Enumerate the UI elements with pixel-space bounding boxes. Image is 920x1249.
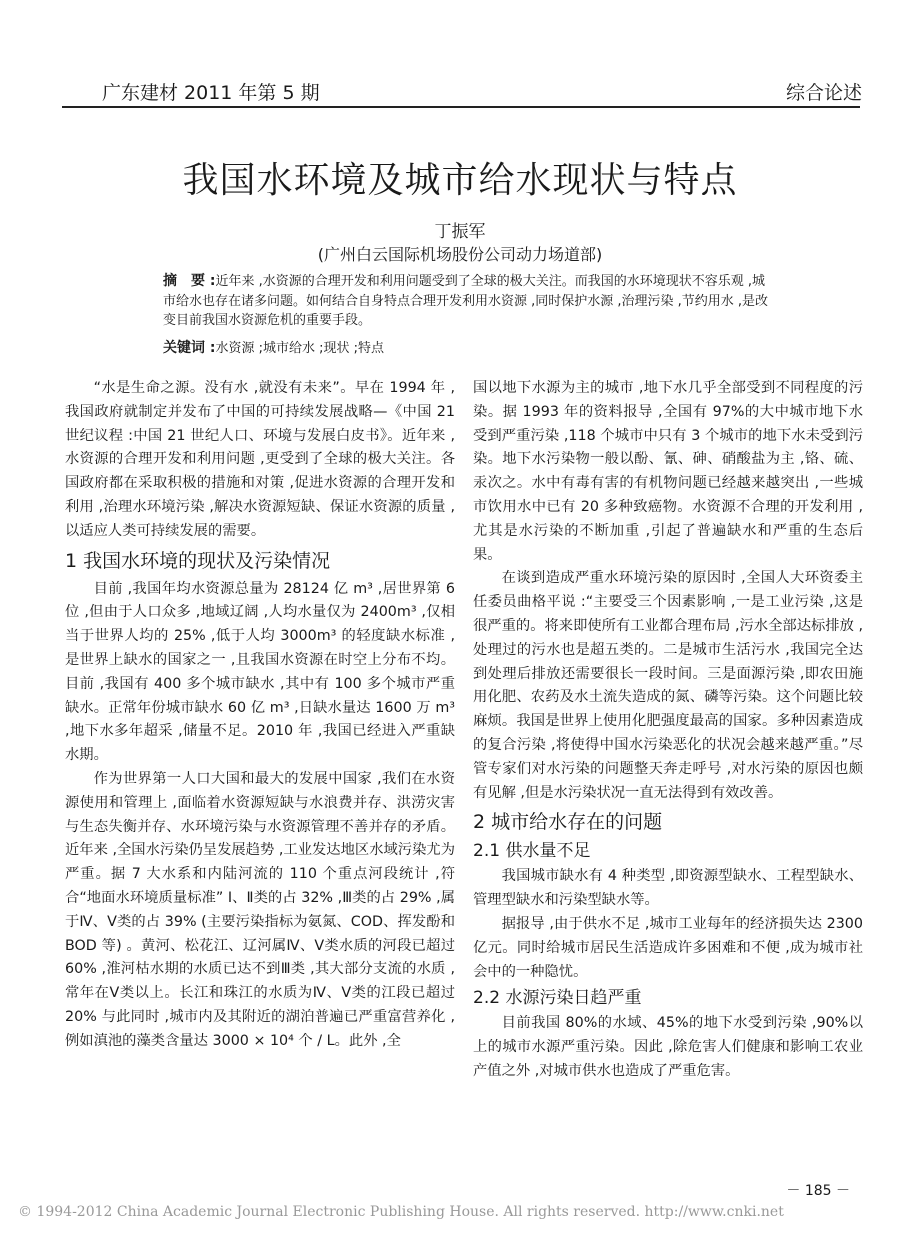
abstract-label: 摘 要 : bbox=[163, 273, 216, 289]
author-name: 丁振军 bbox=[434, 222, 486, 242]
paragraph: 在谈到造成严重水环境污染的原因时 ,全国人大环资委主任委员曲格平说 :“主要受三个因素影响 ,一是工业污染 ,这是很严重的。将来即使所有工业都合理布局 ,污水全部达标排放 ,处理过的污水也是超五类的。二是城市生活污水 ,我国完全达到处理后排放还需要很长一段时间。三是面源污染 ,即农田施用化肥、农药及水土流失造成的氮、磷等污染。这个问题比较麻烦。我国是世界上使用化肥强度最高的国家。多种因素造成的复合污染 ,将使得中国水污染恶化的状况会越来越严重。”尽管专家们对水污染的问题整天奔走呼号 ,对水污染的原因也颇有见解 ,但是水污染状况一直无法得到有效改善。 bbox=[473, 570, 863, 801]
copyright-footer: © 1994-2012 China Academic Journal Electronic Publishing House. All rights reserved. http://www.cnki.net bbox=[18, 1204, 784, 1220]
subsection-heading: 2.1 供水量不足 bbox=[473, 841, 591, 862]
paragraph: 我国城市缺水有 4 种类型 ,即资源型缺水、工程型缺水、管理型缺水和污染型缺水等。 bbox=[473, 868, 863, 909]
journal-name: 广东建材 2011 年第 5 期 bbox=[102, 82, 320, 104]
section-heading: 1 我国水环境的现状及污染情况 bbox=[65, 549, 331, 572]
keywords bbox=[163, 339, 775, 358]
keywords-text: 水资源 ;城市给水 ;现状 ;特点 bbox=[215, 341, 385, 356]
paragraph: 据报导 ,由于供水不足 ,城市工业每年的经济损失达 2300 亿元。同时给城市居民生活造成许多困难和不便 ,成为城市社会中的一种隐忧。 bbox=[473, 915, 863, 980]
author-affiliation: (广州白云国际机场股份公司动力场道部) bbox=[317, 245, 603, 264]
subsection-heading: 2.2 水源污染日趋严重 bbox=[473, 988, 642, 1009]
keywords-label: 关键词 : bbox=[163, 340, 216, 356]
page-number: － 185 － bbox=[786, 1183, 850, 1199]
header-rule bbox=[62, 106, 860, 108]
paragraph: 作为世界第一人口大国和最大的发展中国家 ,我们在水资源使用和管理上 ,面临着水资源短缺与水浪费并存、洪涝灾害与生态失衡并存、水环境污染与水资源管理不善并存的矛盾。近年来 ,全国水污染仍呈发展趋势 ,工业发达地区水域污染尤为严重。据 7 大水系和内陆河流的 110 个重点河段统计 ,符合“地面水环境质量标准” Ⅰ、Ⅱ类的占 32% ,Ⅲ类的占 29% ,属于Ⅳ、Ⅴ类的占 39% (主要污染指标为氨氮、COD、挥发酚和 BOD 等) 。黄河、松花江、辽河属Ⅳ、Ⅴ类水质的河段已超过 60% ,淮河枯水期的水质已达不到Ⅲ类 ,其大部分支流的水质 ,常年在Ⅴ类以上。长江和珠江的水质为Ⅳ、Ⅴ类的江段已超过 20% 与此同时 ,城市内及其附近的湖泊普遍已严重富营养化 ,例如滇池的藻类含量达 3000 × 10⁴ 个 / L。此外 ,全 bbox=[65, 770, 455, 1049]
abstract-text: 近年来 ,水资源的合理开发和利用问题受到了全球的极大关注。而我国的水环境现状不容乐观 ,城市给水也存在诸多问题。如何结合自身特点合理开发利用水资源 ,同时保护水源 ,治理污染 ,节约用水 ,是改变目前我国水资源危机的重要手段。 bbox=[163, 274, 769, 328]
section-heading: 2 城市给水存在的问题 bbox=[473, 811, 663, 834]
running-header bbox=[62, 78, 862, 108]
section-tag: 综合论述 bbox=[785, 82, 862, 104]
article-title: 我国水环境及城市给水现状与特点 bbox=[182, 160, 738, 201]
paragraph: 目前 ,我国年均水资源总量为 28124 亿 m³ ,居世界第 6 位 ,但由于人口众多 ,地域辽阔 ,人均水量仅为 2400m³ ,仅相当于世界人均的 25% ,低于人均 3000m³ 的轻度缺水标准 ,是世界上缺水的国家之一 ,且我国水资源在时空上分布不均。目前 ,我国有 400 多个城市缺水 ,其中有 100 多个城市严重缺水。正常年份城市缺水 60 亿 m³ ,日缺水量达 1600 万 m³ ,地下水多年超采 ,储量不足。2010 年 ,我国已经进入严重缺水期。 bbox=[65, 580, 455, 764]
abstract bbox=[163, 272, 775, 331]
paragraph: 国以地下水源为主的城市 ,地下水几乎全部受到不同程度的污染。据 1993 年的资料报导 ,全国有 97%的大中城市地下水受到严重污染 ,118 个城市中只有 3 个城市的地下水未受到污染。地下水污染物一般以酚、氰、砷、硝酸盐为主 ,铬、硫、汞次之。水中有毒有害的有机物问题已经越来越突出 ,一些城市饮用水中已有 20 多种致癌物。水资源不合理的开发利用 ,尤其是水污染的不断加重 ,引起了普遍缺水和严重的生态后果。 bbox=[473, 380, 863, 563]
right-column bbox=[473, 377, 863, 1084]
paragraph: “水是生命之源。没有水 ,就没有未来”。早在 1994 年 ,我国政府就制定并发布了中国的可持续发展战略—《中国 21 世纪议程 :中国 21 世纪人口、环境与发展白皮书》。近年来 ,水资源的合理开发和利用问题 ,更受到了全球的极大关注。各国政府都在采取积极的措施和对策 ,促进水资源的合理开发和利用 ,治理水环境污染 ,解决水资源短缺、保证水资源的质量 ,以适应人类可持续发展的需要。 bbox=[65, 380, 455, 539]
left-column bbox=[65, 377, 455, 1054]
paragraph: 目前我国 80%的水域、45%的地下水受到污染 ,90%以上的城市水源严重污染。因此 ,除危害人们健康和影响工农业产值之外 ,对城市供水也造成了严重危害。 bbox=[473, 1015, 863, 1079]
